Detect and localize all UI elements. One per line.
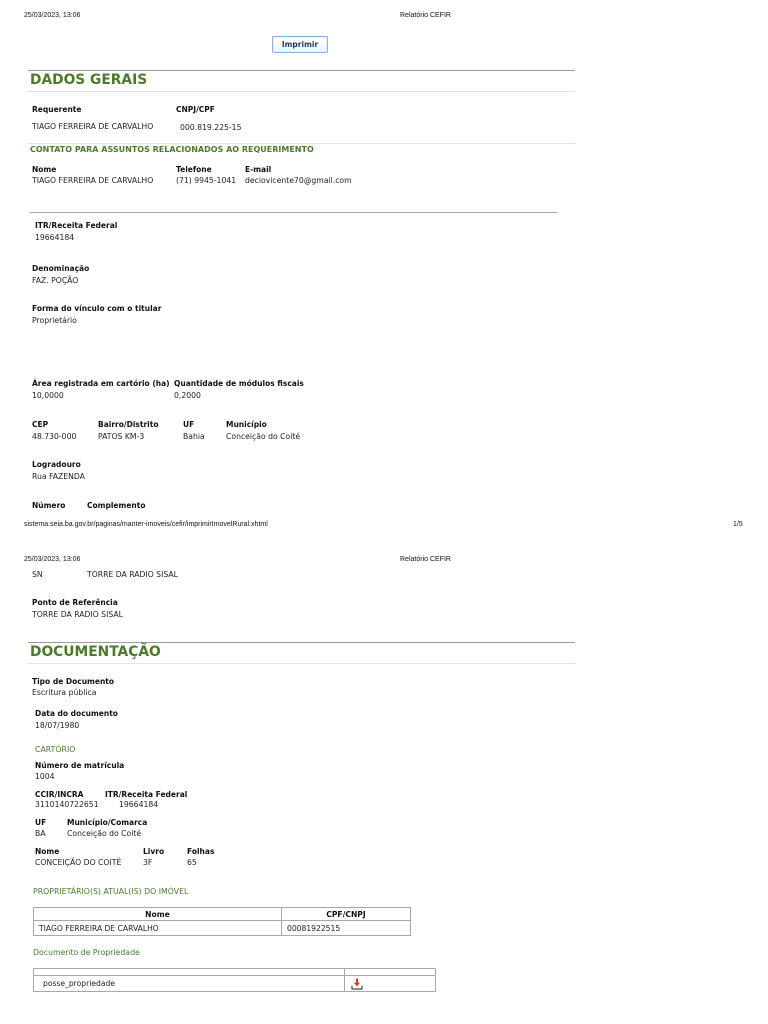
cartorio-heading: CARTÓRIO	[35, 745, 76, 754]
numero-value: SN	[32, 570, 43, 579]
area-registrada-label: Área registrada em cartório (ha)	[32, 379, 170, 388]
bairro-value: PATOS KM-3	[98, 432, 145, 441]
contato-email-label: E-mail	[245, 165, 272, 174]
cep-label: CEP	[32, 420, 49, 429]
table-row	[34, 976, 436, 992]
livro-label: Livro	[143, 847, 165, 856]
requerente-value: TIAGO FERREIRA DE CARVALHO	[32, 122, 154, 131]
cartorio-nome-value: CONCEIÇÃO DO COITÉ	[35, 858, 122, 867]
documento-propriedade-table	[33, 968, 436, 992]
cartorio-itr-value: 19664184	[119, 800, 159, 809]
complemento-label: Complemento	[87, 501, 146, 510]
contato-telefone-label: Telefone	[176, 165, 212, 174]
cartorio-itr-label: ITR/Receita Federal	[105, 790, 188, 799]
tipo-documento-label: Tipo de Documento	[32, 677, 115, 686]
matricula-value: 1004	[35, 772, 55, 781]
itr-value: 19664184	[35, 233, 75, 242]
numero-label: Número	[32, 501, 66, 510]
column-header-empty	[34, 969, 345, 976]
logradouro-label: Logradouro	[32, 460, 81, 469]
area-registrada-value: 10,0000	[32, 391, 64, 400]
column-header-empty	[345, 969, 436, 976]
subsection-divider	[28, 143, 575, 144]
section-heading-documentacao: DOCUMENTAÇÃO	[30, 644, 161, 660]
forma-vinculo-label: Forma do vínculo com o titular	[32, 304, 162, 313]
complemento-value: TORRE DA RADIO SISAL	[87, 570, 178, 579]
ponto-referencia-value: TORRE DA RADIO SISAL	[32, 610, 123, 619]
column-header-cpf-cnpj: CPF/CNPJ	[282, 908, 411, 921]
modulos-fiscais-label: Quantidade de módulos fiscais	[174, 379, 304, 388]
print-header-datetime: 25/03/2023, 13:06	[24, 556, 81, 563]
section-divider	[28, 642, 575, 643]
contato-nome-value: TIAGO FERREIRA DE CARVALHO	[32, 176, 154, 185]
column-header-nome: Nome	[34, 908, 282, 921]
documento-propriedade-heading: Documento de Propriedade	[33, 948, 140, 957]
bairro-label: Bairro/Distrito	[98, 420, 159, 429]
folhas-value: 65	[187, 858, 197, 867]
owner-cpf-cnpj-cell: 00081922515	[282, 921, 411, 936]
folhas-label: Folhas	[187, 847, 215, 856]
section-divider	[30, 212, 557, 213]
ponto-referencia-label: Ponto de Referência	[32, 598, 118, 607]
ccir-incra-label: CCIR/INCRA	[35, 790, 84, 799]
contato-heading: CONTATO PARA ASSUNTOS RELACIONADOS AO REQUERIMENTO	[30, 145, 314, 154]
itr-label: ITR/Receita Federal	[35, 221, 118, 230]
data-documento-value: 18/07/1980	[35, 721, 80, 730]
uf-label: UF	[183, 420, 195, 429]
tipo-documento-value: Escritura pública	[32, 688, 97, 697]
download-cell	[345, 976, 436, 992]
ccir-incra-value: 3110140722651	[35, 800, 99, 809]
print-header-datetime: 25/03/2023, 13:06	[24, 12, 81, 19]
print-header-title: Relatório CEFIR	[400, 12, 451, 19]
cartorio-municipio-value: Conceição do Coité	[67, 829, 142, 838]
municipio-value: Conceição do Coité	[226, 432, 301, 441]
heading-underline	[28, 663, 575, 664]
download-icon[interactable]	[351, 978, 363, 990]
table-header-row	[34, 908, 411, 921]
denominacao-value: FAZ. POÇÃO	[32, 276, 79, 285]
municipio-label: Município	[226, 420, 267, 429]
print-footer-url: sistema.seia.ba.gov.br/paginas/manter-imoveis/cefir/imprimirImovelRural.xhtml	[24, 521, 268, 528]
cartorio-municipio-label: Município/Comarca	[67, 818, 148, 827]
requerente-label: Requerente	[32, 105, 82, 114]
cartorio-uf-label: UF	[35, 818, 47, 827]
matricula-label: Número de matrícula	[35, 761, 125, 770]
proprietarios-table	[33, 907, 411, 936]
livro-value: 3F	[143, 858, 153, 867]
print-button[interactable]: Imprimir	[272, 36, 328, 53]
data-documento-label: Data do documento	[35, 709, 118, 718]
table-header-row	[34, 969, 436, 976]
cartorio-nome-label: Nome	[35, 847, 60, 856]
contato-telefone-value: (71) 9945-1041	[176, 176, 237, 185]
forma-vinculo-value: Proprietário	[32, 316, 77, 325]
contato-nome-label: Nome	[32, 165, 57, 174]
logradouro-value: Rua FAZENDA	[32, 472, 85, 481]
uf-value: Bahia	[183, 432, 205, 441]
modulos-fiscais-value: 0,2000	[174, 391, 201, 400]
owner-name-cell: TIAGO FERREIRA DE CARVALHO	[34, 921, 282, 936]
section-heading-dados-gerais: DADOS GERAIS	[30, 72, 148, 88]
section-divider	[28, 70, 575, 71]
cnpj-cpf-label: CNPJ/CPF	[176, 105, 215, 114]
cnpj-cpf-value: 000.819.225-15	[180, 123, 242, 132]
print-footer-page-number: 1/5	[733, 521, 743, 528]
table-row	[34, 921, 411, 936]
proprietarios-heading: PROPRIETÁRIO(S) ATUAL(IS) DO IMÓVEL	[33, 887, 189, 896]
print-header-title: Relatório CEFIR	[400, 556, 451, 563]
contato-email-value: deciovicente70@gmail.com	[245, 176, 352, 185]
denominacao-label: Denominação	[32, 264, 90, 273]
cartorio-uf-value: BA	[35, 829, 46, 838]
cep-value: 48.730-000	[32, 432, 77, 441]
file-name-cell: posse_propriedade	[34, 976, 345, 992]
heading-underline	[28, 91, 575, 92]
